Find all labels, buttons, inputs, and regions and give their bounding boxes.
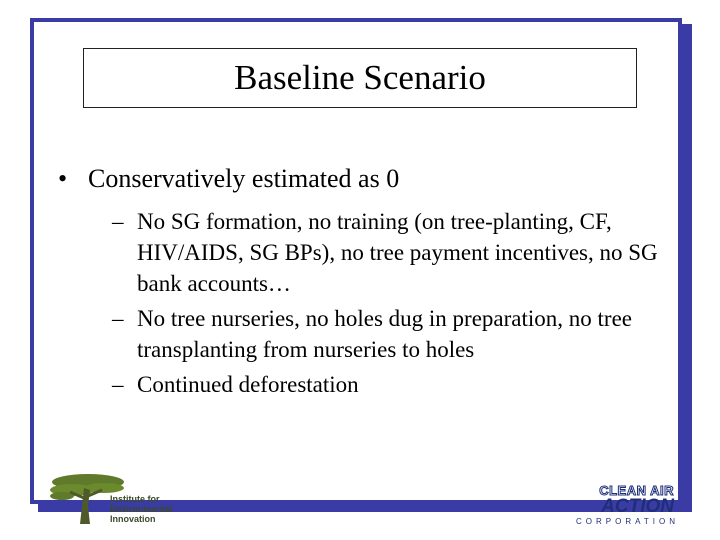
sub-bullet — [112, 369, 668, 400]
slide-title: Baseline Scenario — [234, 58, 486, 97]
caa-logo-line1: CLEAN AIR — [599, 483, 674, 498]
dash-mark: – — [112, 209, 124, 234]
sub-bullet-text: No SG formation, no training (on tree-planting, CF, HIV/AIDS, SG BPs), no tree payment incentives, no SG bank accounts… — [137, 209, 658, 296]
sub-bullet-list — [58, 206, 668, 400]
dash-mark: – — [112, 306, 124, 331]
institute-logo-text: Institute for Environmental Innovation — [110, 494, 173, 524]
main-bullet — [58, 162, 668, 196]
main-bullet-text: Conservatively estimated as 0 — [88, 164, 400, 193]
sub-bullet — [112, 303, 668, 365]
sub-bullet-text: No tree nurseries, no holes dug in preparation, no tree transplanting from nurseries to holes — [137, 306, 632, 362]
caa-logo-line3: CORPORATION — [576, 517, 679, 526]
sub-bullet — [112, 206, 668, 299]
clean-air-action-logo — [576, 483, 679, 534]
sub-bullet-text: Continued deforestation — [137, 372, 359, 397]
institute-logo — [46, 466, 178, 530]
slide-content — [58, 162, 668, 404]
title-box — [83, 48, 637, 108]
dash-mark: – — [112, 372, 124, 397]
bullet-mark: • — [58, 164, 68, 193]
caa-logo-line2: ACTION — [601, 496, 674, 517]
